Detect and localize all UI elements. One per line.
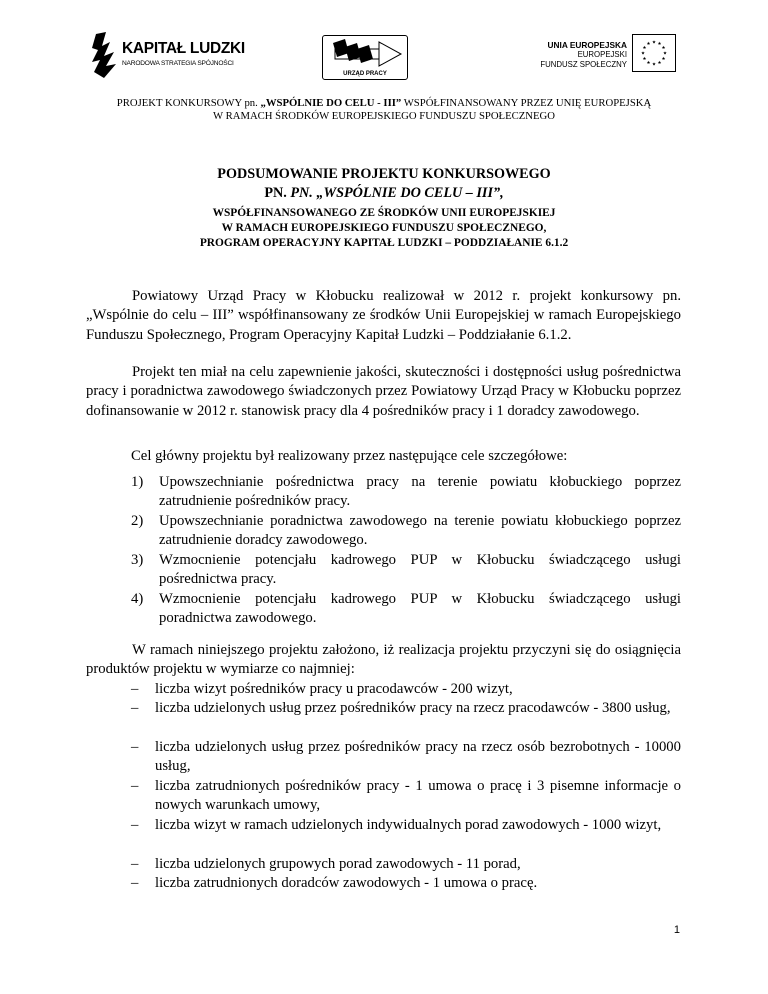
goal-number: 1) <box>131 474 144 490</box>
project-name-title <box>0 185 768 202</box>
goal-number: 2) <box>131 513 144 529</box>
product-text: liczba udzielonych usług przez pośredników pracy na rzecz pracodawców - 3800 usług, <box>155 700 671 716</box>
goal-item <box>131 590 681 629</box>
eu-star-icon <box>652 62 655 65</box>
header-prefix: PROJEKT KONKURSOWY pn. <box>116 97 261 109</box>
project-header-line-2: W RAMACH ŚRODKÓW EUROPEJSKIEGO FUNDUSZU SPOŁECZNEGO <box>213 110 555 122</box>
kapital-ludzki-logo <box>92 32 245 78</box>
ue-line-1: UNIA EUROPEJSKA <box>547 40 627 50</box>
title-subline-1: WSPÓŁFINANSOWANEGO ZE ŚRODKÓW UNII EUROPEJSKIEJ <box>212 207 556 219</box>
unia-europejska-text <box>505 40 627 70</box>
title-subline-3: PROGRAM OPERACYJNY KAPITAŁ LUDZKI – PODDZIAŁANIE 6.1.2 <box>199 237 569 249</box>
paragraph-intro-text: Powiatowy Urząd Pracy w Kłobucku realizował w 2012 r. projekt konkursowy pn. „Wspólnie do celu – III” współfinansowany ze środków Unii Europejskiej w ramach Europejskiego Funduszu Społecznego, Program Operacyjny Kapitał Ludzki – Poddziałanie 6.1.2. <box>86 288 681 343</box>
project-name-text: PN. „WSPÓLNIE DO CELU – III”, <box>290 185 504 201</box>
kapital-ludzki-title: KAPITAŁ LUDZKI <box>122 40 245 57</box>
ue-line-2: EUROPEJSKI <box>577 50 627 59</box>
paragraph-purpose-text: Projekt ten miał na celu zapewnienie jakości, skuteczności i dostępności usług pośrednictwa pracy i poradnictwa zawodowego świadczonych przez Powiatowy Urząd Pracy w Kłobucku poprzez dofinansowanie w 2012 r. stanowisk pracy dla 4 pośredników pracy i 1 doradcy zawodowego. <box>86 364 681 419</box>
product-dash: – <box>131 681 139 697</box>
product-text: liczba wizyt pośredników pracy u pracodawców - 200 wizyt, <box>155 681 513 697</box>
product-item <box>131 699 681 718</box>
product-dash: – <box>131 739 139 755</box>
product-item <box>131 738 681 777</box>
document-title: PODSUMOWANIE PROJEKTU KONKURSOWEGO <box>217 166 551 182</box>
eu-star-icon <box>652 40 655 43</box>
urzad-pracy-logo <box>322 35 408 80</box>
paragraph-products <box>86 641 681 680</box>
product-item <box>131 680 681 699</box>
product-text: liczba udzielonych grupowych porad zawodowych - 11 porad, <box>155 856 521 872</box>
goal-text: Upowszechnianie pośrednictwa pracy na terenie powiatu kłobuckiego poprzez zatrudnienie pośredników pracy. <box>159 474 681 510</box>
product-dash: – <box>131 700 139 716</box>
goal-text: Wzmocnienie potencjału kadrowego PUP w Kłobucku świadczącego usługi pośrednictwa pracy. <box>159 552 681 588</box>
kapital-ludzki-subtitle: NARODOWA STRATEGIA SPÓJNOŚCI <box>122 60 234 67</box>
goal-text: Wzmocnienie potencjału kadrowego PUP w Kłobucku świadczącego usługi poradnictwa zawodowego. <box>159 591 681 627</box>
paragraph-intro <box>86 287 681 345</box>
project-header-line-1 <box>0 97 768 110</box>
goal-item <box>131 512 681 551</box>
header-project-name: „WSPÓLNIE DO CELU - III” <box>260 97 402 109</box>
paragraph-products-text: W ramach niniejszego projektu założono, iż realizacja projektu przyczyni się do osiągnięcia produktów projektu w wymiarze co najmniej: <box>86 642 681 678</box>
goal-number: 4) <box>131 591 144 607</box>
product-text: liczba udzielonych usług przez pośredników pracy na rzecz osób bezrobotnych - 10000 usług, <box>155 739 681 775</box>
product-text: liczba zatrudnionych doradców zawodowych - 1 umowa o pracę. <box>155 875 538 891</box>
urzad-pracy-arrow-icon <box>327 39 403 69</box>
eu-star-icon <box>643 57 646 60</box>
goal-text: Upowszechnianie poradnictwa zawodowego na terenie powiatu kłobuckiego poprzez zatrudnienie doradcy zawodowego. <box>159 513 681 549</box>
eu-star-icon <box>641 51 644 54</box>
eu-star-icon <box>647 42 650 45</box>
paragraph-purpose <box>86 363 681 421</box>
eu-star-icon <box>643 46 646 49</box>
product-item <box>131 816 681 835</box>
eu-star-icon <box>658 42 661 45</box>
product-dash: – <box>131 875 139 891</box>
eu-star-icon <box>663 51 666 54</box>
product-dash: – <box>131 778 139 794</box>
product-dash: – <box>131 856 139 872</box>
kapital-ludzki-emblem-icon <box>92 32 120 78</box>
eu-star-icon <box>662 46 665 49</box>
goals-intro: Cel główny projektu był realizowany przez następujące cele szczegółowe: <box>131 448 568 464</box>
page-number: 1 <box>673 924 680 936</box>
product-dash: – <box>131 817 139 833</box>
ue-line-3: FUNDUSZ SPOŁECZNY <box>540 60 627 69</box>
eu-flag-icon <box>632 34 676 72</box>
project-name-prefix: PN. <box>264 185 291 201</box>
title-subline-2: W RAMACH EUROPEJSKIEGO FUNDUSZU SPOŁECZNEGO, <box>221 222 547 234</box>
product-item <box>131 855 681 874</box>
eu-star-icon <box>658 61 661 64</box>
goal-item <box>131 473 681 512</box>
product-item <box>131 777 681 816</box>
eu-star-icon <box>647 61 650 64</box>
product-text: liczba wizyt w ramach udzielonych indywidualnych porad zawodowych - 1000 wizyt, <box>155 817 662 833</box>
goal-number: 3) <box>131 552 144 568</box>
product-text: liczba zatrudnionych pośredników pracy - 1 umowa o pracę i 3 pisemne informacje o nowych warunkach umowy, <box>155 778 681 814</box>
header-suffix: WSPÓŁFINANSOWANY PRZEZ UNIĘ EUROPEJSKĄ <box>401 97 652 109</box>
goal-item <box>131 551 681 590</box>
urzad-pracy-label: URZĄD PRACY <box>343 71 387 77</box>
product-item <box>131 874 681 893</box>
eu-star-icon <box>662 57 665 60</box>
